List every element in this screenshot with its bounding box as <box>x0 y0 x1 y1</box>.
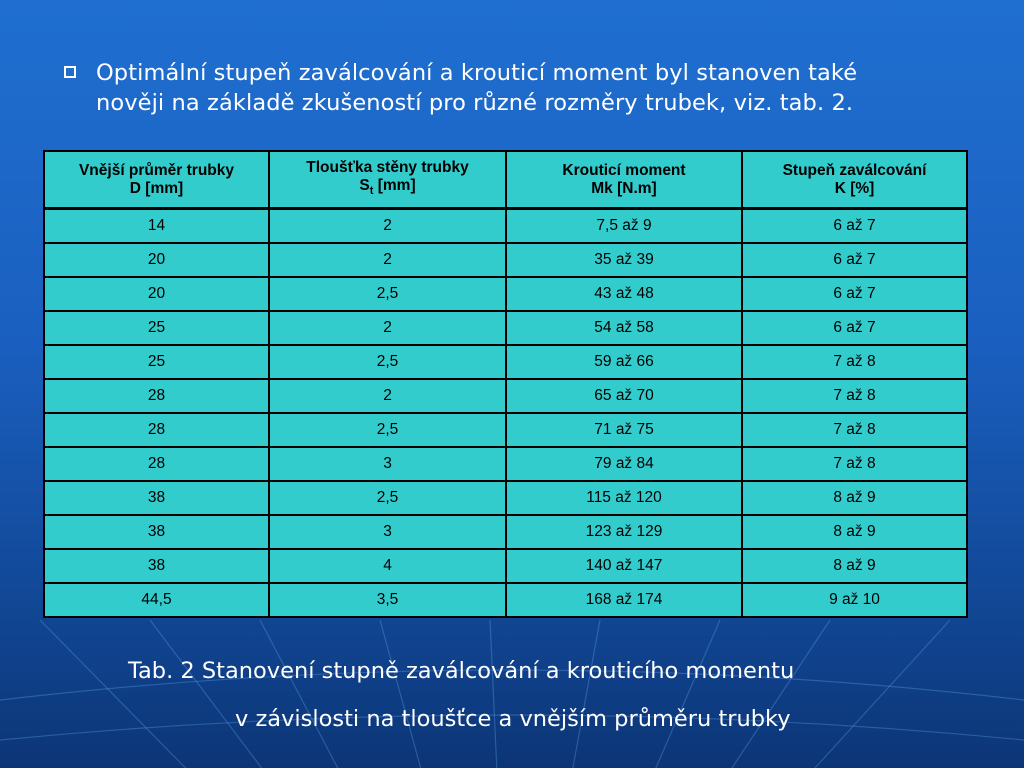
table-cell: 2,5 <box>269 413 506 447</box>
caption-line-2: v závislosti na tloušťce a vnějším průměru trubky <box>235 706 791 732</box>
table-cell: 140 až 147 <box>506 549 742 583</box>
table-cell: 7 až 8 <box>742 379 967 413</box>
table-row <box>44 447 967 481</box>
table-cell: 7,5 až 9 <box>506 209 742 244</box>
header-wall-thickness <box>269 151 506 209</box>
table-cell: 44,5 <box>44 583 269 617</box>
header-symbol: S <box>359 176 370 194</box>
table-cell: 7 až 8 <box>742 413 967 447</box>
header-subscript: t <box>369 185 374 198</box>
table-cell: 123 až 129 <box>506 515 742 549</box>
header-unit: D [mm] <box>129 179 184 197</box>
table-cell: 71 až 75 <box>506 413 742 447</box>
header-torque <box>506 151 742 209</box>
table-cell: 4 <box>269 549 506 583</box>
table-cell: 2,5 <box>269 481 506 515</box>
table-cell: 2 <box>269 209 506 244</box>
table-cell: 25 <box>44 345 269 379</box>
table-cell: 38 <box>44 481 269 515</box>
table-row <box>44 345 967 379</box>
table-cell: 28 <box>44 447 269 481</box>
table-cell: 6 až 7 <box>742 209 967 244</box>
bullet-paragraph <box>64 58 984 118</box>
table-cell: 3 <box>269 447 506 481</box>
table-cell: 20 <box>44 243 269 277</box>
table-cell: 6 až 7 <box>742 311 967 345</box>
table-cell: 2 <box>269 243 506 277</box>
table-cell: 79 až 84 <box>506 447 742 481</box>
table-cell: 2 <box>269 379 506 413</box>
table-row <box>44 515 967 549</box>
table-cell: 6 až 7 <box>742 277 967 311</box>
header-unit: K [%] <box>834 179 875 197</box>
table-cell: 65 až 70 <box>506 379 742 413</box>
table-cell: 38 <box>44 549 269 583</box>
header-outer-diameter <box>44 151 269 209</box>
table-cell: 8 až 9 <box>742 515 967 549</box>
table-row <box>44 311 967 345</box>
header-unit: [mm] <box>373 176 416 194</box>
table-cell: 2,5 <box>269 277 506 311</box>
table-cell: 35 až 39 <box>506 243 742 277</box>
header-text: Krouticí moment <box>562 161 686 179</box>
table-cell: 7 až 8 <box>742 345 967 379</box>
table-row <box>44 583 967 617</box>
table-row <box>44 481 967 515</box>
table-cell: 168 až 174 <box>506 583 742 617</box>
header-text: Vnější průměr trubky <box>78 161 235 179</box>
table-cell: 8 až 9 <box>742 549 967 583</box>
caption-line-1: Tab. 2 Stanovení stupně zaválcování a krouticího momentu <box>128 658 795 684</box>
table-cell: 25 <box>44 311 269 345</box>
header-text: Tloušťka stěny trubky <box>306 158 469 176</box>
table-cell: 115 až 120 <box>506 481 742 515</box>
bullet-text <box>96 58 857 118</box>
rolling-table <box>43 150 968 618</box>
table-cell: 3 <box>269 515 506 549</box>
table-cell: 7 až 8 <box>742 447 967 481</box>
table-cell: 9 až 10 <box>742 583 967 617</box>
table-row <box>44 277 967 311</box>
header-text: Stupeň zaválcování <box>782 161 927 179</box>
table-cell: 43 až 48 <box>506 277 742 311</box>
table-cell: 59 až 66 <box>506 345 742 379</box>
checkbox-bullet-icon <box>64 66 76 78</box>
table-cell: 3,5 <box>269 583 506 617</box>
table-cell: 2 <box>269 311 506 345</box>
table-cell: 20 <box>44 277 269 311</box>
table-cell: 14 <box>44 209 269 244</box>
header-rolling-degree <box>742 151 967 209</box>
table-row <box>44 243 967 277</box>
bullet-line-2: nověji na základě zkušeností pro různé rozměry trubek, viz. tab. 2. <box>96 90 854 116</box>
bullet-line-1: Optimální stupeň zaválcování a krouticí moment byl stanoven také <box>96 60 858 86</box>
table-row <box>44 413 967 447</box>
table-row <box>44 549 967 583</box>
table-row <box>44 209 967 244</box>
table-cell: 8 až 9 <box>742 481 967 515</box>
table-cell: 28 <box>44 379 269 413</box>
table-row <box>44 379 967 413</box>
table-cell: 28 <box>44 413 269 447</box>
header-unit: Mk [N.m] <box>591 179 657 197</box>
table-cell: 38 <box>44 515 269 549</box>
table-cell: 54 až 58 <box>506 311 742 345</box>
table-header-row <box>44 151 967 209</box>
table-cell: 6 až 7 <box>742 243 967 277</box>
table-cell: 2,5 <box>269 345 506 379</box>
